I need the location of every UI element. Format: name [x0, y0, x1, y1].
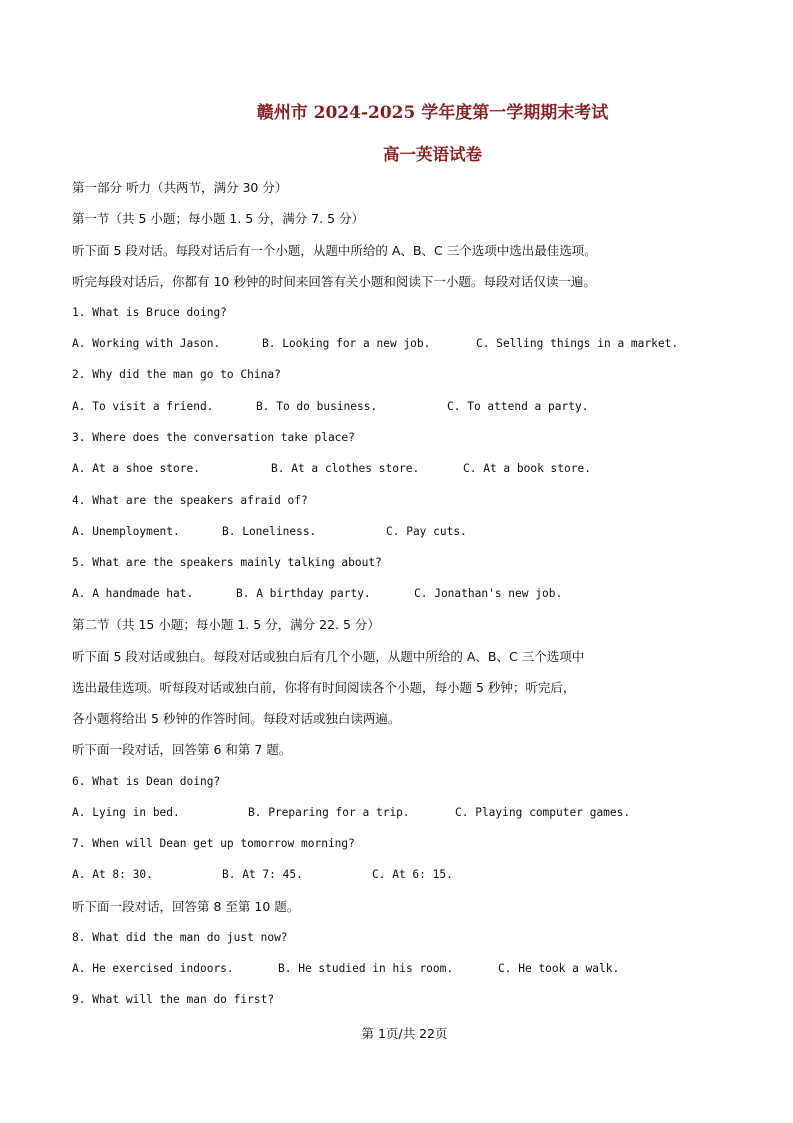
section2-instruction-3: 各小题将给出 5 秒钟的作答时间。每段对话或独白读两遍。	[72, 711, 401, 726]
section2-heading: 第二节（共 15 小题；每小题 1. 5 分，满分 22. 5 分）	[72, 617, 380, 632]
option-b: B. Looking for a new job.	[262, 337, 431, 350]
question-stem: 5. What are the speakers mainly talking about?	[72, 556, 382, 569]
exam-subtitle: 高一英语试卷	[383, 145, 482, 164]
section1-heading: 第一节（共 5 小题；每小题 1. 5 分，满分 7. 5 分）	[72, 211, 364, 226]
question-stem: 1. What is Bruce doing?	[72, 306, 227, 319]
question-stem: 3. Where does the conversation take place?	[72, 431, 355, 444]
option-b: B. He studied in his room.	[278, 962, 454, 975]
question-stem: 9. What will the man do first?	[72, 993, 275, 1006]
page-number: 第 1页/共 22页	[361, 1026, 448, 1041]
option-b: B. A birthday party.	[236, 587, 371, 600]
part1-heading: 第一部分 听力（共两节，满分 30 分）	[72, 180, 288, 195]
section1-instruction-2: 听完每段对话后，你都有 10 秒钟的时间来回答有关小题和阅读下一小题。每段对话仅读一遍。	[72, 274, 596, 289]
exam-title: 赣州市 2024-2025 学年度第一学期期末考试	[256, 103, 609, 123]
section1-instruction-1: 听下面 5 段对话。每段对话后有一个小题，从题中所给的 A、B、C 三个选项中选出最佳选项。	[72, 243, 597, 258]
option-c: C. He took a walk.	[498, 962, 620, 975]
dialog-intro: 听下面一段对话，回答第 8 至第 10 题。	[72, 899, 300, 914]
option-c: C. Selling things in a market.	[476, 337, 679, 350]
option-b: B. To do business.	[256, 400, 378, 413]
option-c: C. At 6: 15.	[372, 868, 453, 881]
question-stem: 8. What did the man do just now?	[72, 931, 288, 944]
option-a: A. Lying in bed.	[72, 806, 180, 819]
question-stem: 7. When will Dean get up tomorrow morning?	[72, 837, 355, 850]
option-c: C. At a book store.	[463, 462, 591, 475]
option-b: B. Loneliness.	[222, 525, 317, 538]
option-a: A. A handmade hat.	[72, 587, 194, 600]
option-a: A. He exercised indoors.	[72, 962, 234, 975]
option-b: B. At a clothes store.	[271, 462, 420, 475]
question-stem: 2. Why did the man go to China?	[72, 368, 281, 381]
option-c: C. Pay cuts.	[386, 525, 467, 538]
option-a: A. Unemployment.	[72, 525, 180, 538]
section2-instruction-1: 听下面 5 段对话或独白。每段对话或独白后有几个小题，从题中所给的 A、B、C 三个选项中	[72, 649, 585, 664]
dialog-intro: 听下面一段对话，回答第 6 和第 7 题。	[72, 742, 292, 757]
option-b: B. At 7: 45.	[222, 868, 303, 881]
option-a: A. To visit a friend.	[72, 400, 214, 413]
question-stem: 4. What are the speakers afraid of?	[72, 494, 308, 507]
option-c: C. Jonathan's new job.	[414, 587, 563, 600]
option-c: C. Playing computer games.	[455, 806, 631, 819]
section2-instruction-2: 选出最佳选项。听每段对话或独白前，你将有时间阅读各个小题，每小题 5 秒钟；听完后，	[72, 680, 576, 695]
question-stem: 6. What is Dean doing?	[72, 775, 221, 788]
option-a: A. At a shoe store.	[72, 462, 200, 475]
option-a: A. Working with Jason.	[72, 337, 221, 350]
option-b: B. Preparing for a trip.	[248, 806, 410, 819]
option-c: C. To attend a party.	[447, 400, 589, 413]
option-a: A. At 8: 30.	[72, 868, 153, 881]
